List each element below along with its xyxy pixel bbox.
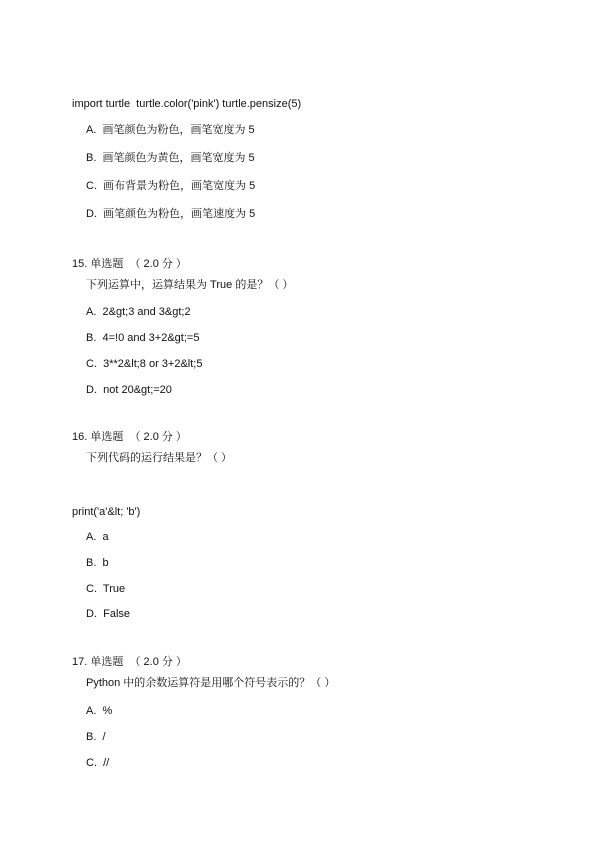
q16-question: 下列代码的运行结果是？（ ） — [86, 452, 233, 464]
q14-option-b[interactable]: B. 画笔颜色为黄色，画笔宽度为 5 — [86, 152, 255, 164]
q15-header: 15. 单选题 （ 2.0 分 ） — [72, 258, 187, 270]
q15-option-d[interactable]: D. not 20&gt;=20 — [86, 384, 172, 396]
q16-header: 16. 单选题 （ 2.0 分 ） — [72, 431, 187, 443]
q17-option-a[interactable]: A. % — [86, 705, 113, 717]
q15-option-a[interactable]: A. 2&gt;3 and 3&gt;2 — [86, 306, 191, 318]
q16-option-a[interactable]: A. a — [86, 531, 109, 543]
q17-question: Python 中的余数运算符是用哪个符号表示的？（ ） — [86, 677, 336, 689]
q14-code: import turtle turtle.color('pink') turtle.pensize(5) — [72, 98, 302, 110]
q17-option-c[interactable]: C. // — [86, 757, 110, 769]
q15-option-b[interactable]: B. 4=!0 and 3+2&gt;=5 — [86, 332, 200, 344]
q16-option-b[interactable]: B. b — [86, 557, 109, 569]
q17-option-b[interactable]: B. / — [86, 731, 106, 743]
q16-code: print('a'&lt; 'b') — [72, 506, 141, 518]
q16-option-d[interactable]: D. False — [86, 608, 131, 620]
q15-question: 下列运算中，运算结果为 True 的是？（ ） — [86, 279, 294, 291]
q15-option-c[interactable]: C. 3**2&lt;8 or 3+2&lt;5 — [86, 358, 203, 370]
q17-header: 17. 单选题 （ 2.0 分 ） — [72, 656, 187, 668]
q14-option-a[interactable]: A. 画笔颜色为粉色，画笔宽度为 5 — [86, 124, 255, 136]
q14-option-c[interactable]: C. 画布背景为粉色，画笔宽度为 5 — [86, 180, 256, 192]
q14-option-d[interactable]: D. 画笔颜色为粉色，画笔速度为 5 — [86, 208, 256, 220]
q16-option-c[interactable]: C. True — [86, 583, 126, 595]
